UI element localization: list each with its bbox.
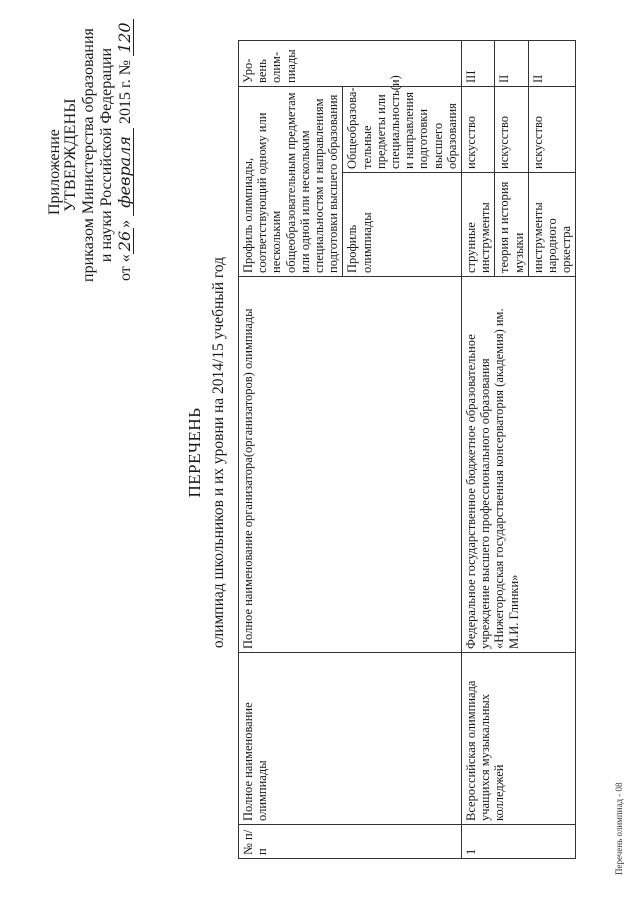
date-year: 2015 г. № xyxy=(117,59,134,124)
date-day: 26 xyxy=(117,228,134,254)
approval-line-1: приказом Министерства образования xyxy=(80,28,97,282)
document-subtitle: олимпиад школьников и их уровни на 2014/15 учебный год xyxy=(210,256,227,649)
header-subjects: Общеобразова-тельные предметы или специальность(и) и направления подготовки высшего образования xyxy=(343,86,462,172)
row-name: Всероссийская олимпиада учащихся музыкальных колледжей xyxy=(462,653,576,825)
order-number: 120 xyxy=(117,19,134,56)
olympiad-table xyxy=(238,40,576,859)
approval-date-line xyxy=(117,5,135,305)
table-row xyxy=(462,40,495,858)
table-header-row xyxy=(239,40,343,858)
row-level: II xyxy=(495,40,528,86)
document-title: ПЕРЕЧЕНЬ xyxy=(185,407,204,498)
date-mid: » xyxy=(117,219,134,228)
row-num: 1 xyxy=(462,825,576,859)
header-num: № п/п xyxy=(239,825,462,859)
header-name: Полное наименование олимпиады xyxy=(239,653,462,825)
approval-block xyxy=(62,5,135,305)
row-profile: теория и история музыки xyxy=(495,173,528,277)
page-footer: Перечень олимпиад - 08 xyxy=(614,782,624,875)
row-profile: инструменты народного оркестра xyxy=(528,173,576,277)
appendix-label: Приложение xyxy=(46,129,63,215)
row-organizer: Федеральное государственное бюджетное образовательное учреждение высшего профессионального образования «Нижегородская государственная консерватория (академия) им. М.И. Глинки» xyxy=(462,277,576,653)
row-profile: струнные инструменты xyxy=(462,173,495,277)
date-prefix: от « xyxy=(117,254,134,281)
header-profile-group: Профиль олимпиады, соответствующий одному или нескольким общеобразовательным предметам или одной или нескольким специальностям и направлениям подготовки высшего образования xyxy=(239,86,343,276)
row-subject: искусство xyxy=(462,86,495,172)
row-subject: искусство xyxy=(528,86,576,172)
header-level: Уро-вень олим-пиады xyxy=(239,40,462,86)
header-profile: Профиль олимпиады xyxy=(343,173,462,277)
row-subject: искусство xyxy=(495,86,528,172)
approval-title: УТВЕРЖДЕНЫ xyxy=(62,98,79,212)
row-level: II xyxy=(528,40,576,86)
date-month: февраля xyxy=(117,128,134,216)
approval-line-2: и науки Российской Федерации xyxy=(98,47,115,263)
row-level: III xyxy=(462,40,495,86)
header-organizer: Полное наименование организатора(организаторов) олимпиады xyxy=(239,277,462,653)
